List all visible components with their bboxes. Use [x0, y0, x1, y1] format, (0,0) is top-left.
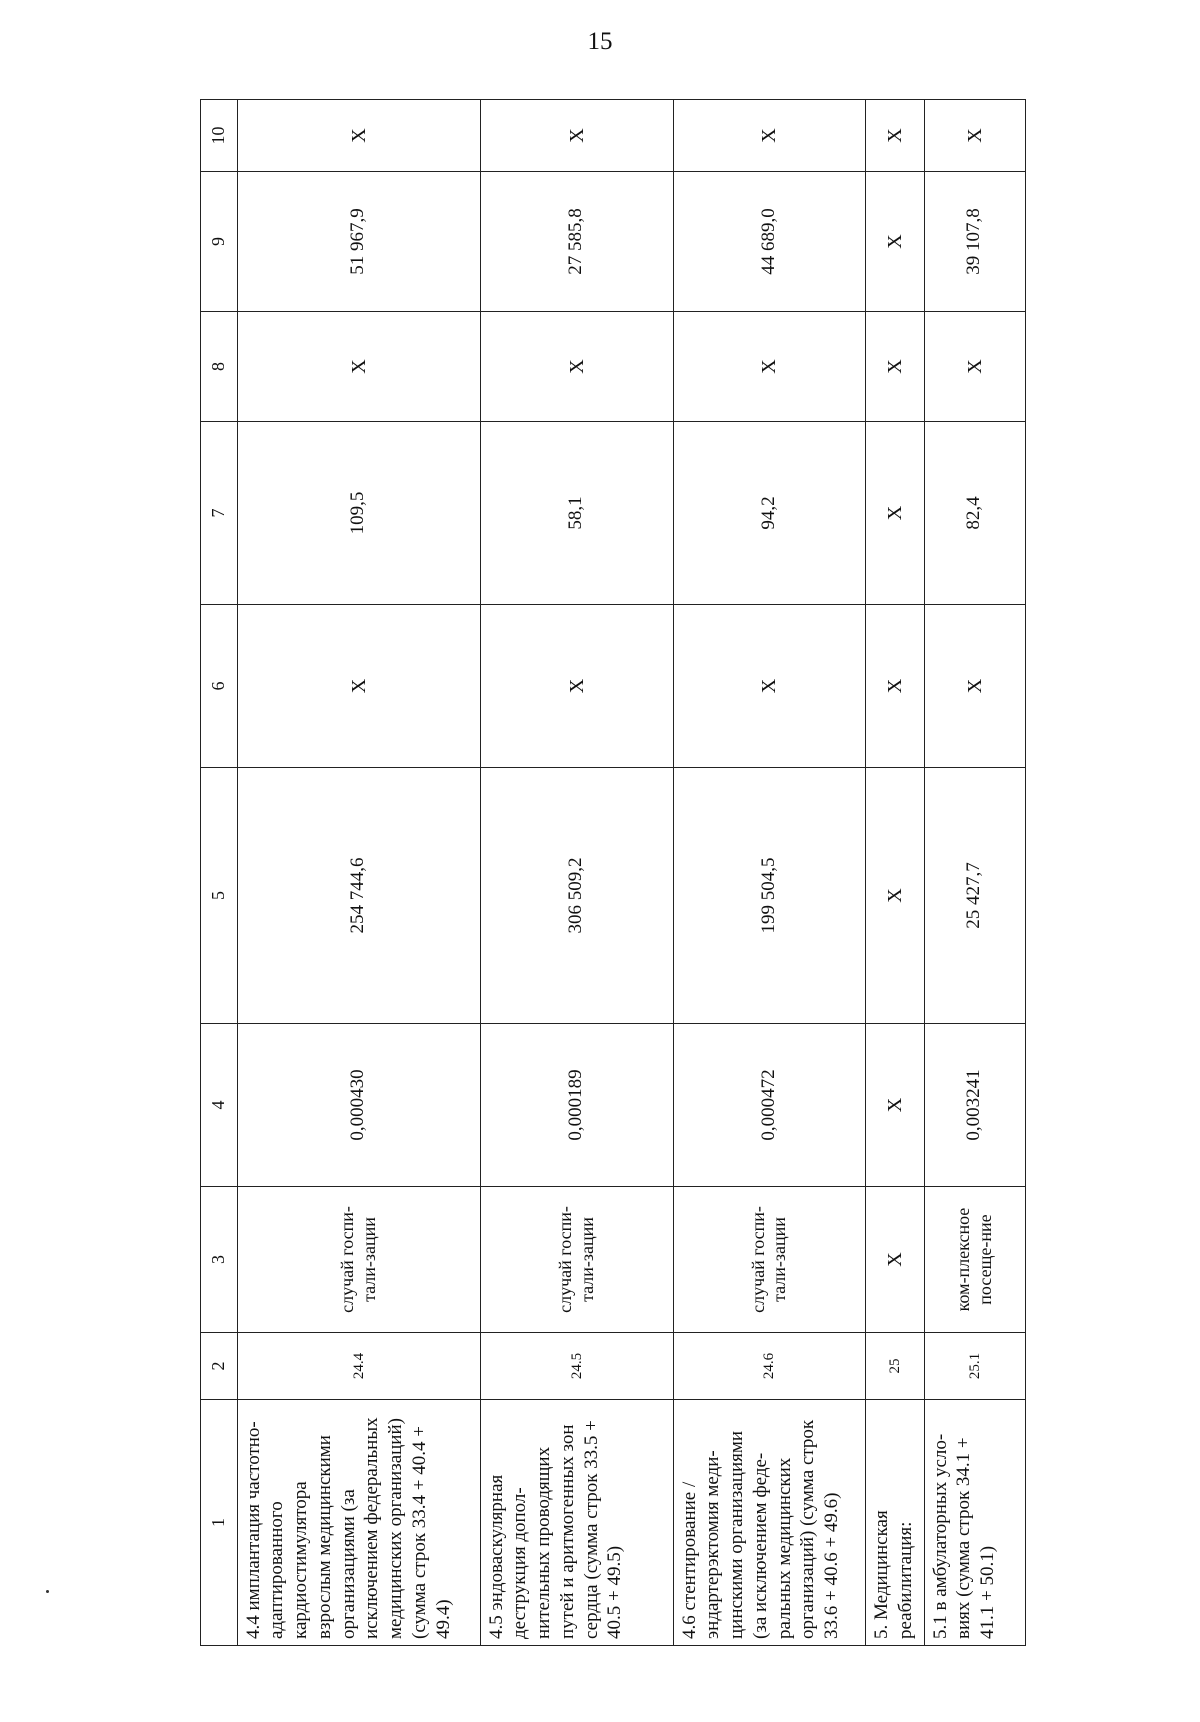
row-value-cell: X [865, 100, 924, 172]
table-header-cell: 5 [201, 768, 238, 1024]
row-code-cell: 24.5 [480, 1333, 673, 1400]
table-row [865, 100, 924, 1646]
row-value-cell: 51 967,9 [237, 172, 480, 312]
row-unit-cell: случай госпи-тали-зации [237, 1187, 480, 1333]
row-value-cell: 94,2 [673, 422, 865, 605]
table-header-cell: 6 [201, 605, 238, 768]
row-value-cell: X [673, 605, 865, 768]
row-unit-cell: случай госпи-тали-зации [673, 1187, 865, 1333]
row-value-cell: X [865, 768, 924, 1024]
row-name-cell: 4.4 имплантация частотно-адаптированного кардиостимулятора взрослым медицинскими организациями (за исключением федеральных медицинских организаций) (сумма строк 33.4 + 40.4 + 49.4) [237, 1400, 480, 1646]
row-code-cell: 25.1 [924, 1333, 1025, 1400]
table-header-cell: 1 [201, 1400, 238, 1646]
row-name-cell: 5. Медицинская реабилитация: [865, 1400, 924, 1646]
row-unit-cell: ком-плексное посеще-ние [924, 1187, 1025, 1333]
row-value-cell: 0,000472 [673, 1024, 865, 1187]
row-value-cell: 82,4 [924, 422, 1025, 605]
row-value-cell: X [865, 422, 924, 605]
row-value-cell: 199 504,5 [673, 768, 865, 1024]
row-code-cell: 24.4 [237, 1333, 480, 1400]
row-value-cell: X [237, 605, 480, 768]
row-value-cell: X [237, 312, 480, 422]
row-value-cell: 306 509,2 [480, 768, 673, 1024]
row-name-cell: 5.1 в амбулаторных усло-виях (сумма строк 34.1 + 41.1 + 50.1) [924, 1400, 1025, 1646]
table-header-cell: 2 [201, 1333, 238, 1400]
row-value-cell: X [865, 1024, 924, 1187]
row-value-cell: X [865, 605, 924, 768]
table-header-cell: 4 [201, 1024, 238, 1187]
table-header-cell: 3 [201, 1187, 238, 1333]
row-value-cell: X [924, 605, 1025, 768]
row-code-cell: 25 [865, 1333, 924, 1400]
row-value-cell: 254 744,6 [237, 768, 480, 1024]
row-value-cell: X [480, 605, 673, 768]
row-value-cell: X [237, 100, 480, 172]
table-header-cell: 8 [201, 312, 238, 422]
row-name-cell: 4.5 эндоваскулярная деструкция допол-нительных проводящих путей и аритмогенных зон сердца (сумма строк 33.5 + 40.5 + 49.5) [480, 1400, 673, 1646]
row-value-cell: 44 689,0 [673, 172, 865, 312]
row-value-cell: 58,1 [480, 422, 673, 605]
row-code-cell: 24.6 [673, 1333, 865, 1400]
table-row [237, 100, 480, 1646]
row-value-cell: X [924, 312, 1025, 422]
row-value-cell: 39 107,8 [924, 172, 1025, 312]
table-row [924, 100, 1025, 1646]
row-value-cell: 0,000189 [480, 1024, 673, 1187]
row-value-cell: 109,5 [237, 422, 480, 605]
row-value-cell: 27 585,8 [480, 172, 673, 312]
table-header-cell: 10 [201, 100, 238, 172]
row-value-cell: X [865, 312, 924, 422]
table-header-cell: 7 [201, 422, 238, 605]
row-value-cell: X [480, 312, 673, 422]
row-value-cell: X [865, 172, 924, 312]
table-header-cell: 9 [201, 172, 238, 312]
row-value-cell: 0,000430 [237, 1024, 480, 1187]
row-unit-cell: случай госпи-тали-зации [480, 1187, 673, 1333]
row-value-cell: 0,003241 [924, 1024, 1025, 1187]
table-header-row [201, 100, 238, 1646]
table-row [673, 100, 865, 1646]
row-value-cell: 25 427,7 [924, 768, 1025, 1024]
row-value-cell: X [480, 100, 673, 172]
table-row [480, 100, 673, 1646]
rotated-table-wrapper [200, 100, 1026, 1646]
row-name-cell: 4.6 стентирование / эндартерэктомия меди-цинскими организациями (за исключением феде-ральных медицинских организаций) (сумма строк 33.6 + 40.6 + 49.6) [673, 1400, 865, 1646]
data-table [200, 99, 1026, 1646]
row-unit-cell: X [865, 1187, 924, 1333]
page-number: 15 [587, 28, 613, 55]
row-value-cell: X [673, 100, 865, 172]
scan-speck [46, 1590, 49, 1593]
row-value-cell: X [924, 100, 1025, 172]
row-value-cell: X [673, 312, 865, 422]
